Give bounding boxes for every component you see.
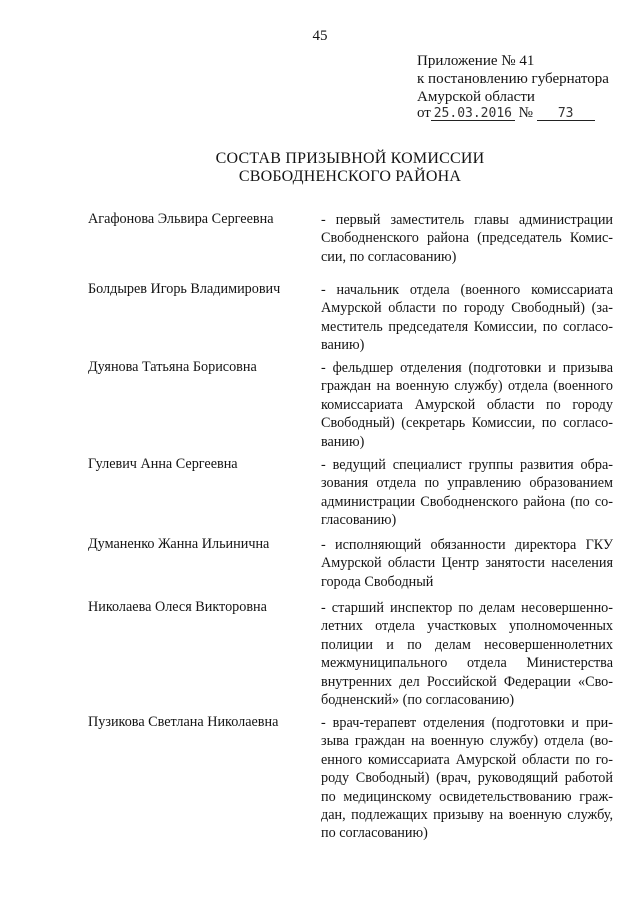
member-name: Агафонова Эльвира Сергеевна (88, 211, 274, 227)
member-name: Думаненко Жанна Ильинична (88, 536, 270, 552)
date-prefix: от (417, 105, 431, 121)
member-role: - исполняющий обязанности директора ГКУ Амурской области Центр занятости населения города Свободный (321, 537, 613, 590)
number-value: 73 (557, 106, 574, 121)
number-field (537, 104, 595, 121)
member-name: Пузикова Светлана Николаевна (88, 714, 279, 730)
number-prefix: № (518, 105, 533, 121)
member-name: Дуянова Татьяна Борисовна (88, 359, 257, 375)
member-role: - старший инспектор по делам несовершеннолетних отдела участковых уполномоченных полиции и по делам несовершеннолетних межмуниципального отдела Министерства внутренних дел Российской Федерации «Свободненский» (по согласованию) (321, 600, 613, 709)
member-role: - ведущий специалист группы развития образования отдела по управлению образованием администрации Свободненского района (по согласованию) (321, 457, 613, 529)
member-role: - фельдшер отделения (подготовки и призыва граждан на военную службу) отдела (военного комиссариата Амурской области по городу Свободный) (секретарь Комиссии, по согласованию) (321, 360, 613, 450)
appendix-number: Приложение № 41 (417, 53, 535, 69)
page-number: 45 (312, 28, 328, 44)
region-name: Амурской области (417, 89, 535, 105)
document-subtitle: СВОБОДНЕНСКОГО РАЙОНА (238, 168, 462, 185)
member-name: Болдырев Игорь Владимирович (88, 281, 281, 297)
date-number-line (417, 104, 595, 122)
member-role: - начальник отдела (военного комиссариата Амурской области по городу Свободный) (заместитель председателя Комиссии, по согласованию) (321, 282, 613, 354)
member-role: - первый заместитель главы администрации Свободненского района (председатель Комиссии, по согласованию) (321, 212, 613, 265)
member-name: Гулевич Анна Сергеевна (88, 456, 238, 472)
decree-reference: к постановлению губернатора (417, 71, 609, 87)
member-role: - врач-терапевт отделения (подготовки и призыва граждан на военную службу) отдела (военного комиссариата Амурской области по городу Свободный) (врач, руководящий работой по медицинскому освидетельствованию граждан, подлежащих призыву на военную службу, по согласованию) (321, 715, 613, 842)
member-name: Николаева Олеся Викторовна (88, 599, 267, 615)
document-title: СОСТАВ ПРИЗЫВНОЙ КОМИССИИ (215, 150, 485, 167)
date-field (431, 104, 515, 121)
date-value: 25.03.2016 (433, 106, 512, 121)
